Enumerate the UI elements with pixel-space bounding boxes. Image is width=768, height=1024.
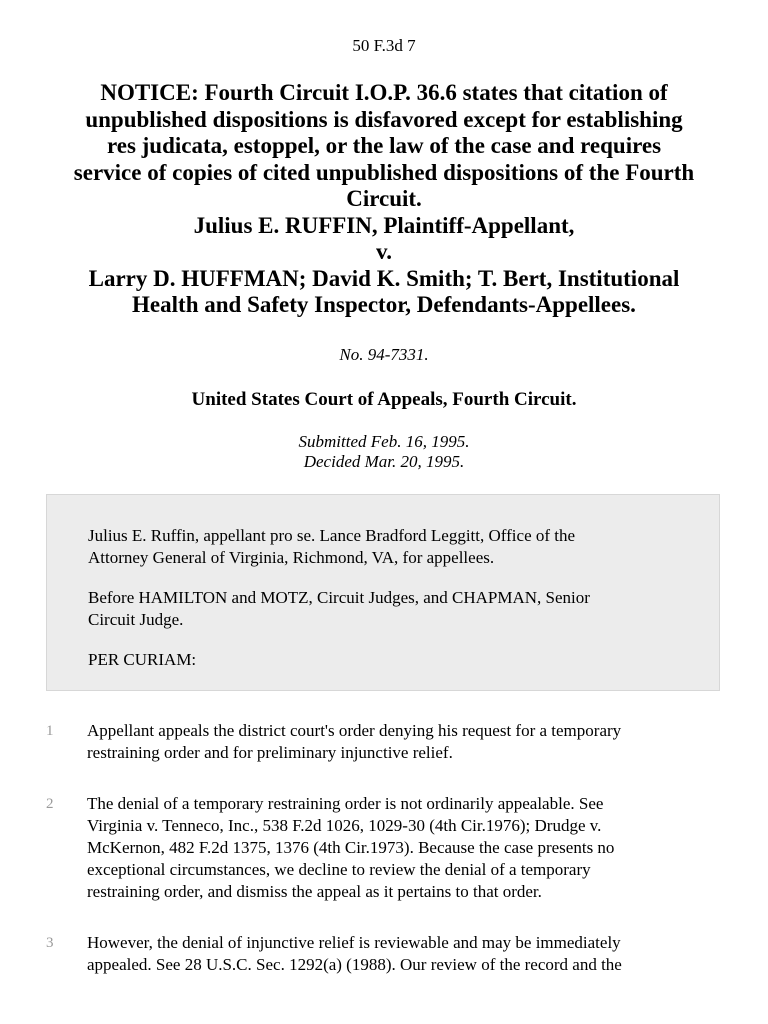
notice-line: Circuit. (346, 186, 422, 211)
paragraph-text (87, 720, 719, 764)
court-name: United States Court of Appeals, Fourth Circuit. (191, 389, 577, 410)
judges-text (88, 587, 688, 631)
paragraph-line: The denial of a temporary restraining order is not ordinarily appealable. See (87, 794, 604, 813)
judges-line: Circuit Judge. (88, 610, 184, 629)
submitted-date: Submitted Feb. 16, 1995. (298, 432, 470, 451)
paragraph-number: 2 (46, 796, 54, 812)
notice-line: res judicata, estoppel, or the law of the case and requires (106, 133, 662, 158)
case-heading (40, 80, 728, 319)
paragraph-number: 1 (46, 723, 54, 739)
paragraph-line: exceptional circumstances, we decline to review the denial of a temporary (87, 860, 591, 879)
docket-number: No. 94-7331. (339, 345, 429, 364)
per-curiam: PER CURIAM: (88, 650, 197, 669)
notice-line: service of copies of cited unpublished dispositions of the Fourth (73, 159, 695, 185)
versus-line: v. (376, 239, 392, 264)
case-info-box (46, 494, 720, 691)
case-citation: 50 F.3d 7 (352, 36, 416, 55)
counsel-text (88, 525, 688, 569)
notice-line: unpublished dispositions is disfavored except for establishing (85, 106, 683, 132)
paragraph-line: McKernon, 482 F.2d 1375, 1376 (4th Cir.1973). Because the case presents no (87, 838, 615, 857)
counsel-line: Attorney General of Virginia, Richmond, VA, for appellees. (88, 548, 495, 567)
paragraph-line: Virginia v. Tenneco, Inc., 538 F.2d 1026, 1029-30 (4th Cir.1976); Drudge v. (87, 816, 602, 835)
notice-line: NOTICE: Fourth Circuit I.O.P. 36.6 states that citation of (100, 80, 668, 105)
paragraph-line: restraining order and for preliminary injunctive relief. (87, 743, 453, 762)
paragraph-line: Appellant appeals the district court's order denying his request for a temporary (87, 721, 622, 740)
defendants-line: Larry D. HUFFMAN; David K. Smith; T. Bert, Institutional (88, 265, 680, 291)
paragraph-line: restraining order, and dismiss the appeal as it pertains to that order. (87, 882, 542, 901)
decided-date: Decided Mar. 20, 1995. (303, 452, 465, 471)
judges-line: Before HAMILTON and MOTZ, Circuit Judges, and CHAPMAN, Senior (88, 588, 590, 607)
case-dates (0, 432, 768, 472)
paragraph-text (87, 932, 719, 976)
paragraph-text (87, 793, 719, 903)
paragraph-line: However, the denial of injunctive relief is reviewable and may be immediately (87, 933, 621, 952)
defendants-line: Health and Safety Inspector, Defendants-Appellees. (132, 292, 636, 317)
plaintiff-line: Julius E. RUFFIN, Plaintiff-Appellant, (193, 212, 575, 238)
paragraph-line: appealed. See 28 U.S.C. Sec. 1292(a) (1988). Our review of the record and the (87, 955, 622, 974)
counsel-line: Julius E. Ruffin, appellant pro se. Lance Bradford Leggitt, Office of the (88, 526, 576, 545)
paragraph-number: 3 (46, 935, 54, 951)
